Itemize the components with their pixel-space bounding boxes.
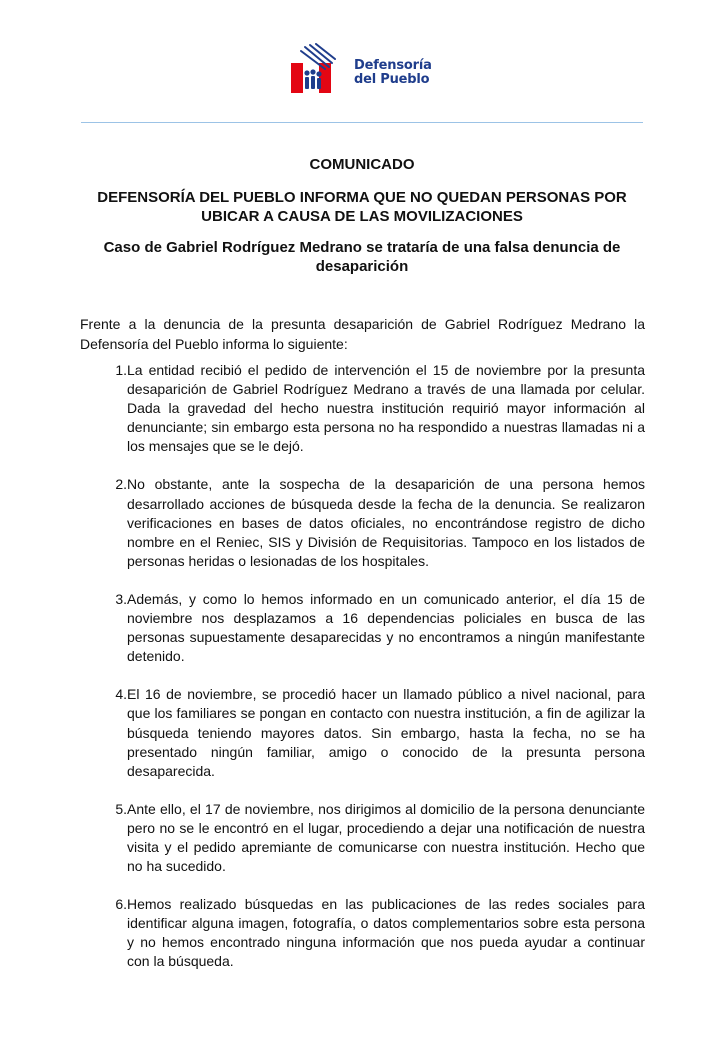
list-item [80,590,645,666]
intro-paragraph: Frente a la denuncia de la presunta desaparición de Gabriel Rodríguez Medrano la Defensoría del Pueblo informa lo siguiente: [80,316,645,352]
header-divider [81,122,643,123]
list-item-number: 4. [115,686,127,703]
list-item [80,800,645,876]
logo-line-1: Defensoría [354,58,432,73]
document-label: COMUNICADO [309,156,415,173]
logo-text [354,59,432,87]
logo-line-2: del Pueblo [354,72,430,87]
list-item [80,895,645,971]
list-item-number: 5. [115,800,127,817]
list-item-number: 2. [115,476,127,493]
list-item-number: 1. [115,362,127,378]
list-item [80,685,645,780]
logo-emblem-icon [291,43,347,95]
list-item-text: No obstante, ante la sospecha de la desaparición de una persona hemos desarrollado acciones de búsqueda desde la fecha de la denuncia. Se realizaron verificaciones en bases de datos oficiales, no encontrándose registro de dicho nombre en el Reniec, SIS y División de Requisitorias. Tampoco en los listados de personas heridas o lesionadas de los hospitales. [127,476,645,569]
list-item-number: 6. [115,896,127,913]
list-item-text: Hemos realizado búsquedas en las publicaciones de las redes sociales para identificar alguna imagen, fotografía, o datos complementarios sobre esta persona y no hemos encontrado ninguna información que nos pueda ayudar a continuar con la búsqueda. [127,896,645,970]
list-item-number: 3. [115,590,127,607]
points-list [80,361,645,991]
list-item [80,361,645,456]
list-item-text: La entidad recibió el pedido de intervención el 15 de noviembre por la presunta desaparición de Gabriel Rodríguez Medrano a través de una llamada por celular. Dada la gravedad del hecho nuestra institución requirió mayor información al denunciante; sin embargo esta persona no ha respondido a nuestras llamadas ni a los mensajes que se le dejó. [127,362,645,455]
list-item-text: Ante ello, el 17 de noviembre, nos dirigimos al domicilio de la persona denunciante pero no se le encontró en el lugar, procediendo a dejar una notificación de nuestra visita y el pedido apremiante de comunicarse con nuestra institución. Hecho que no ha sucedido. [127,800,645,875]
list-item-text: Además, y como lo hemos informado en un comunicado anterior, el día 15 de noviembre nos desplazamos a 16 dependencias policiales en busca de las personas supuestamente desaparecidas y no encontramos a ningún manifestante detenido. [127,590,645,665]
defensoria-logo [291,43,451,95]
document-title: DEFENSORÍA DEL PUEBLO INFORMA QUE NO QUEDAN PERSONAS POR UBICAR A CAUSA DE LAS MOVILIZACIONES [97,189,627,225]
list-item [80,475,645,570]
document-subtitle: Caso de Gabriel Rodríguez Medrano se trataría de una falsa denuncia de desaparición [103,239,621,275]
list-item-text: El 16 de noviembre, se procedió hacer un llamado público a nivel nacional, para que los familiares se pongan en contacto con nuestra institución, a fin de agilizar la búsqueda teniendo mayores datos. Sin embargo, hasta la fecha, no se ha presentado ningún familiar, amigo o conocido de la presunta persona desaparecida. [127,686,645,779]
